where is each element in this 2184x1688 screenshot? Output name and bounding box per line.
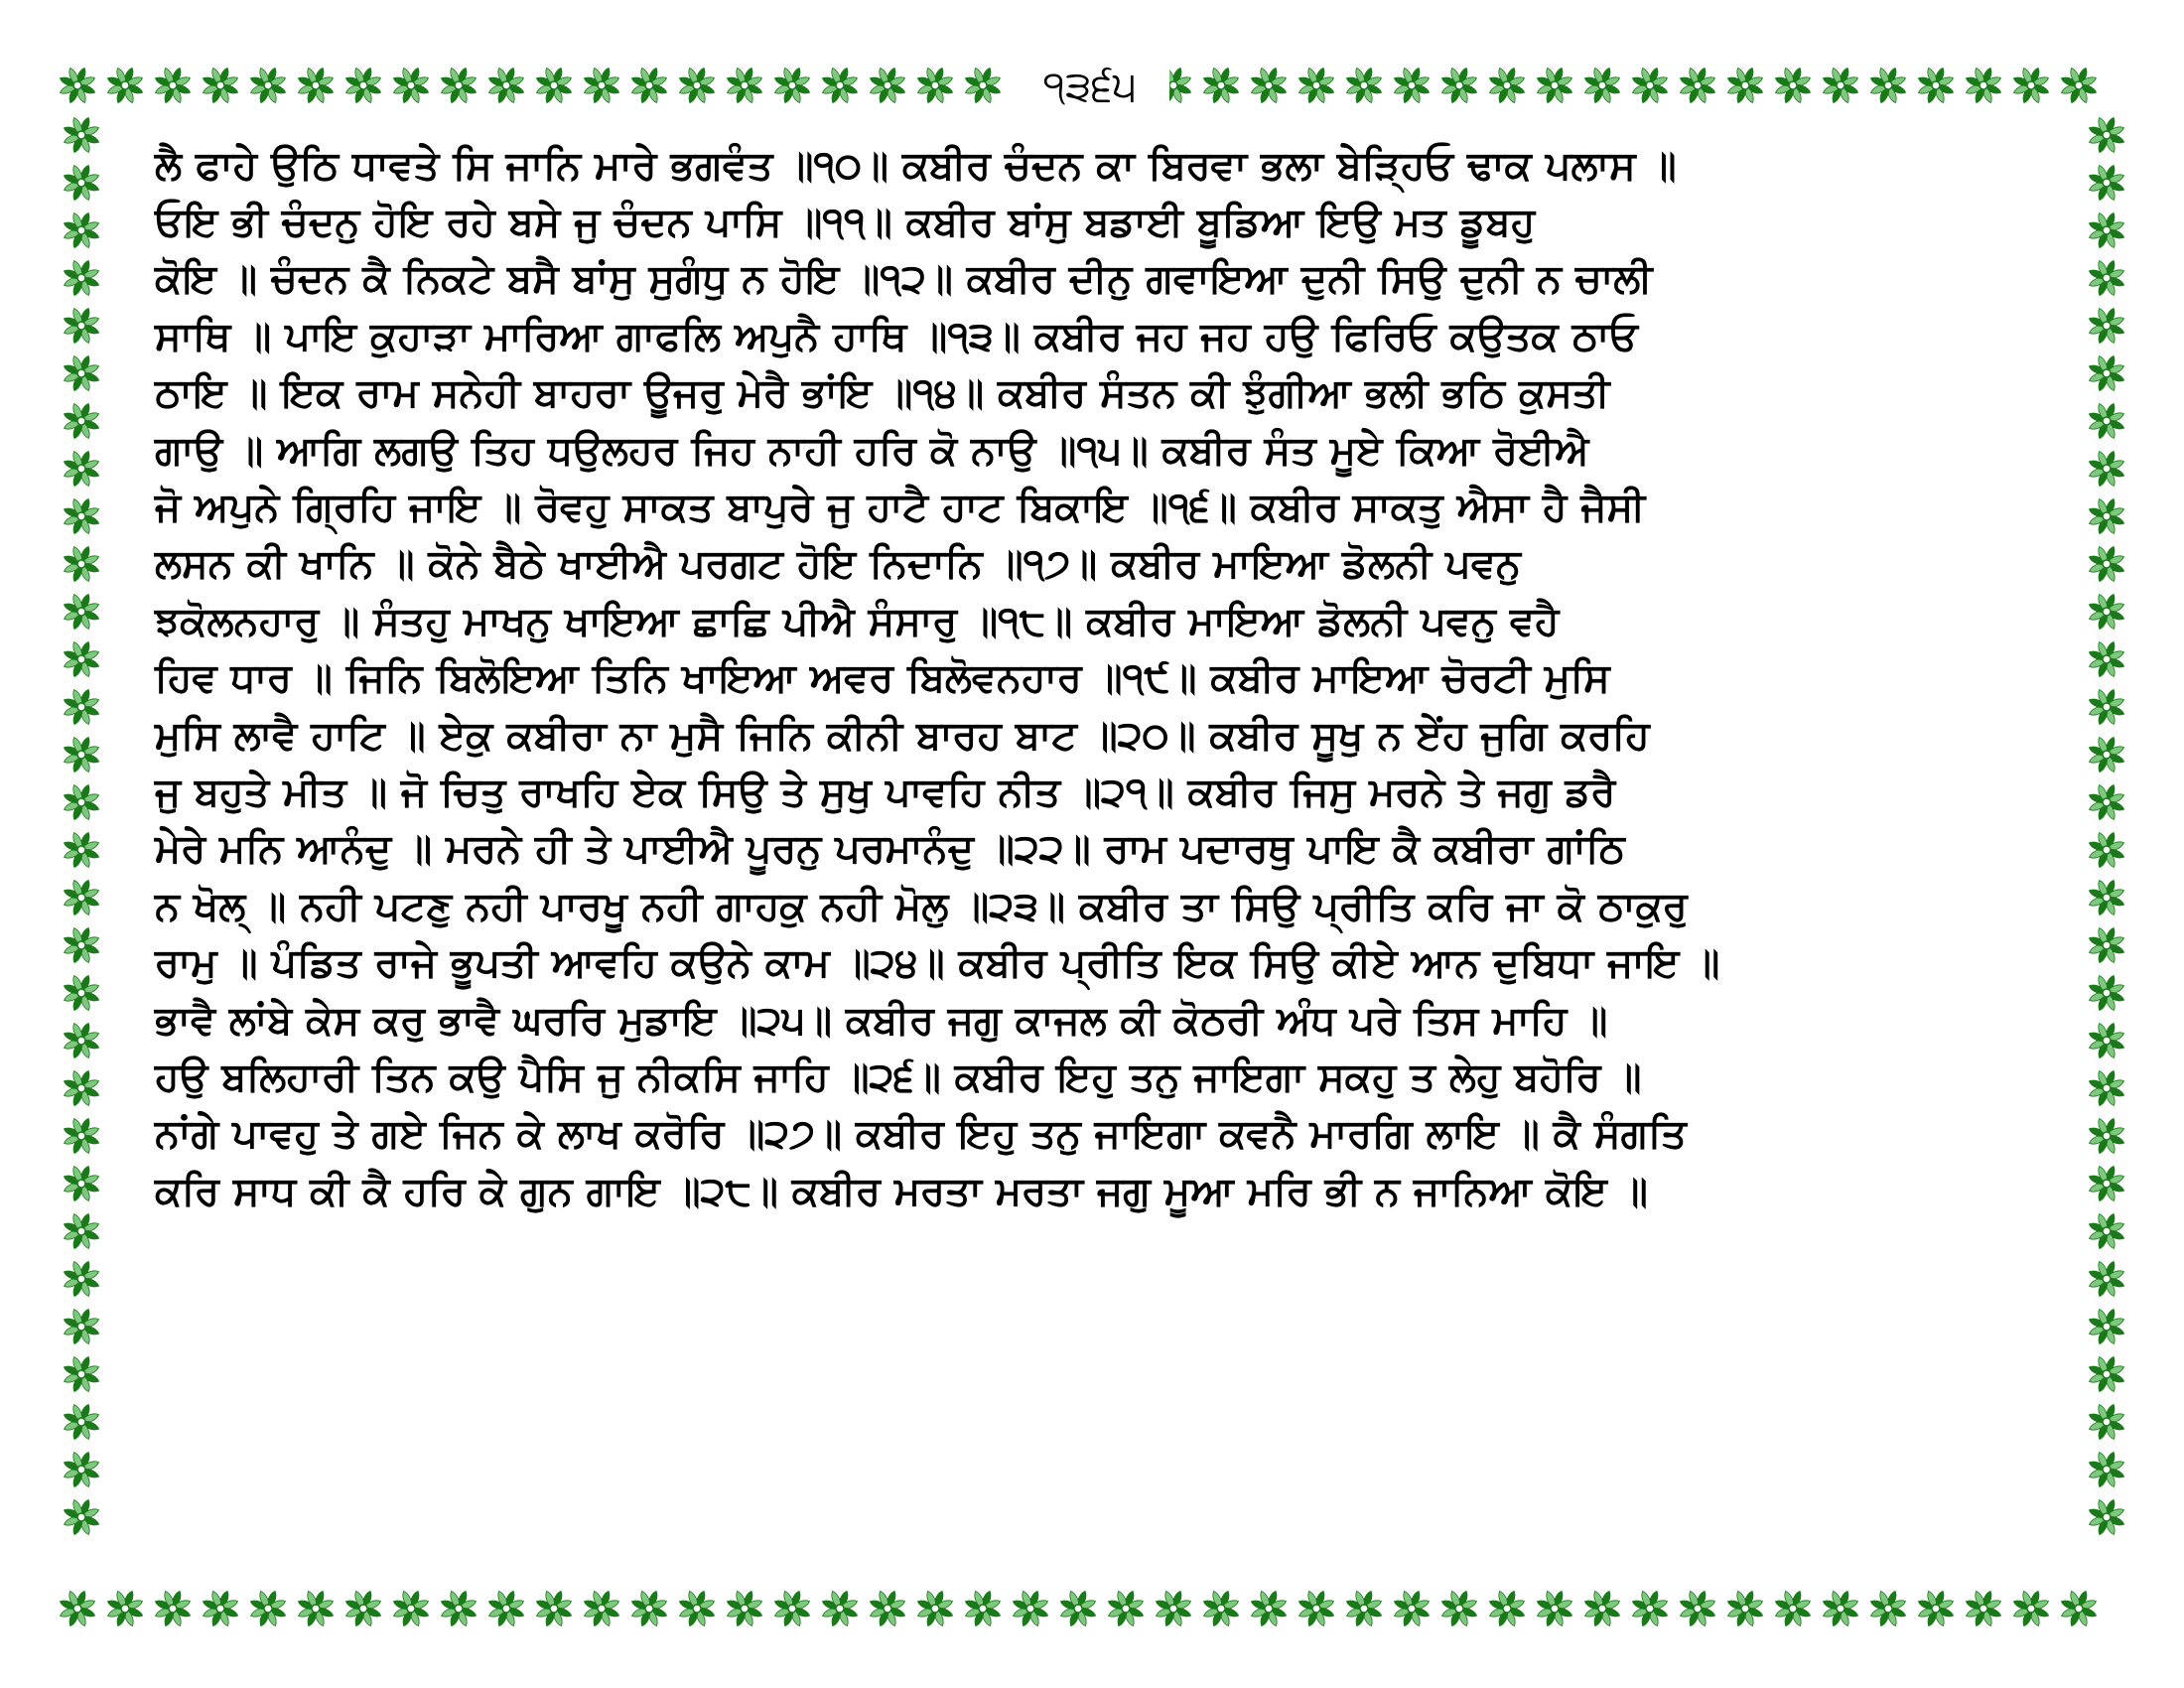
flower-icon: [962, 1588, 1004, 1629]
verse-line: ਕਰਿ ਸਾਧ ਕੀ ਕੈ ਹਰਿ ਕੇ ਗੁਨ ਗਾਇ ॥੨੮॥ ਕਬੀਰ ਮਰਤਾ ਮਰਤਾ ਜਗੁ ਮੂਆ ਮਰਿ ਭੀ ਨ ਜਾਨਿਆ ਕੋਇ ॥: [155, 1168, 1648, 1214]
flower-icon: [1534, 65, 1575, 106]
flower-icon: [1391, 65, 1433, 106]
flower-icon: [1820, 65, 1861, 106]
flower-icon: [2086, 114, 2127, 156]
flower-icon: [61, 924, 102, 966]
verse-text-block: [155, 137, 2046, 1219]
flower-icon: [1963, 1588, 2004, 1629]
flower-icon: [867, 1588, 908, 1629]
flower-icon: [581, 1588, 622, 1629]
flower-icon: [867, 65, 908, 106]
flower-icon: [2086, 1401, 2127, 1443]
flower-icon: [61, 1210, 102, 1252]
flower-icon: [390, 65, 432, 106]
flower-icon: [1867, 1588, 1909, 1629]
verse-line: ਲੈ ਫਾਹੇ ਉਠਿ ਧਾਵਤੇ ਸਿ ਜਾਨਿ ਮਾਰੇ ਭਗਵੰਤ ॥੧੦॥ ਕਬੀਰ ਚੰਦਨ ਕਾ ਬਿਰਵਾ ਭਲਾ ਬੇੜ੍ਹਿਓ ਢਾਕ ਪਲਾਸ ॥: [155, 142, 1677, 189]
flower-icon: [61, 210, 102, 251]
flower-icon: [104, 1588, 146, 1629]
flower-icon: [1915, 65, 1957, 106]
flower-icon: [2086, 210, 2127, 251]
flower-icon: [438, 1588, 479, 1629]
page-number: ੧੩੬੫: [1011, 62, 1169, 111]
flower-icon: [724, 1588, 765, 1629]
flower-icon: [1581, 1588, 1623, 1629]
flower-icon: [1724, 1588, 1766, 1629]
flower-icon: [2086, 305, 2127, 347]
flower-icon: [1105, 1588, 1147, 1629]
flower-icon: [2086, 1449, 2127, 1490]
flower-icon: [61, 352, 102, 394]
flower-icon: [61, 638, 102, 680]
flower-icon: [61, 543, 102, 585]
flower-icon: [676, 65, 718, 106]
flower-icon: [1248, 1588, 1290, 1629]
flower-icon: [1486, 65, 1528, 106]
flower-icon: [2086, 638, 2127, 680]
flower-icon: [295, 1588, 337, 1629]
flower-icon: [2086, 1353, 2127, 1395]
verse-line: ਕੋਇ ॥ ਚੰਦਨ ਕੈ ਨਿਕਟੇ ਬਸੈ ਬਾਂਸੁ ਸੁਗੰਧੁ ਨ ਹੋਇ ॥੧੨॥ ਕਬੀਰ ਦੀਨੁ ਗਵਾਇਆ ਦੁਨੀ ਸਿਉ ਦੁਨੀ ਨ ਚਾਲੀ: [155, 256, 1653, 303]
verse-line: ਠਾਇ ॥ ਇਕ ਰਾਮ ਸਨੇਹੀ ਬਾਹਰਾ ਊਜਰੁ ਮੇਰੈ ਭਾਂਇ ॥੧੪॥ ਕਬੀਰ ਸੰਤਨ ਕੀ ਝੁੰਗੀਆ ਭਲੀ ਭਠਿ ਕੁਸਤੀ: [155, 370, 1610, 417]
flower-icon: [2086, 1020, 2127, 1061]
flower-icon: [1820, 1588, 1861, 1629]
flower-icon: [295, 65, 337, 106]
flower-icon: [61, 162, 102, 204]
right-floral-border: [2081, 111, 2132, 1583]
flower-icon: [2086, 1115, 2127, 1157]
flower-icon: [2086, 1496, 2127, 1538]
verse-line: ਹਉ ਬਲਿਹਾਰੀ ਤਿਨ ਕਉ ਪੈਸਿ ਜੁ ਨੀਕਸਿ ਜਾਹਿ ॥੨੬॥ ਕਬੀਰ ਇਹੁ ਤਨੁ ਜਾਇਗਾ ਸਕਹੁ ਤ ਲੇਹੁ ਬਹੋਰਿ ॥: [155, 1054, 1642, 1100]
flower-icon: [2086, 734, 2127, 775]
flower-icon: [1677, 1588, 1718, 1629]
flower-icon: [61, 781, 102, 823]
flower-icon: [61, 400, 102, 442]
flower-icon: [61, 1496, 102, 1538]
flower-icon: [485, 1588, 527, 1629]
flower-icon: [61, 686, 102, 728]
flower-icon: [2010, 1588, 2052, 1629]
flower-icon: [914, 1588, 956, 1629]
flower-icon: [61, 1353, 102, 1395]
flower-icon: [61, 257, 102, 299]
flower-icon: [200, 65, 241, 106]
flower-icon: [1200, 65, 1242, 106]
flower-icon: [57, 65, 98, 106]
verse-line: ਸਾਥਿ ॥ ਪਾਇ ਕੁਹਾੜਾ ਮਾਰਿਆ ਗਾਫਲਿ ਅਪੁਨੈ ਹਾਥਿ ॥੧੩॥ ਕਬੀਰ ਜਹ ਜਹ ਹਉ ਫਿਰਿਓ ਕਉਤਕ ਠਾਓ: [155, 313, 1638, 359]
flower-icon: [2086, 924, 2127, 966]
flower-icon: [2086, 1163, 2127, 1204]
flower-icon: [581, 65, 622, 106]
verse-line: ਰਾਮੁ ॥ ਪੰਡਿਤ ਰਾਜੇ ਭੂਪਤੀ ਆਵਹਿ ਕਉਨੇ ਕਾਮ ॥੨੪॥ ਕਬੀਰ ਪ੍ਰੀਤਿ ਇਕ ਸਿਉ ਕੀਏ ਆਨ ਦੁਬਿਧਾ ਜਾਇ ॥: [155, 940, 1720, 987]
flower-icon: [819, 1588, 861, 1629]
flower-icon: [1629, 1588, 1671, 1629]
flower-icon: [2086, 686, 2127, 728]
flower-icon: [247, 65, 289, 106]
flower-icon: [57, 1588, 98, 1629]
flower-icon: [2086, 1067, 2127, 1109]
flower-icon: [247, 1588, 289, 1629]
flower-icon: [2086, 495, 2127, 537]
flower-icon: [390, 1588, 432, 1629]
flower-icon: [61, 1115, 102, 1157]
verse-line: ਜੁ ਬਹੁਤੇ ਮੀਤ ॥ ਜੋ ਚਿਤੁ ਰਾਖਹਿ ਏਕ ਸਿਉ ਤੇ ਸੁਖੁ ਪਾਵਹਿ ਨੀਤ ॥੨੧॥ ਕਬੀਰ ਜਿਸੁ ਮਰਨੇ ਤੇ ਜਗੁ ਡਰੈ: [155, 769, 1616, 815]
flower-icon: [771, 1588, 813, 1629]
flower-icon: [200, 1588, 241, 1629]
flower-icon: [628, 1588, 670, 1629]
flower-icon: [438, 65, 479, 106]
flower-icon: [676, 1588, 718, 1629]
flower-icon: [61, 1449, 102, 1490]
flower-icon: [61, 591, 102, 633]
flower-icon: [724, 65, 765, 106]
flower-icon: [152, 1588, 194, 1629]
flower-icon: [2086, 972, 2127, 1014]
flower-icon: [61, 1067, 102, 1109]
flower-icon: [533, 65, 575, 106]
verse-line: ਭਾਵੈ ਲਾਂਬੇ ਕੇਸ ਕਰੁ ਭਾਵੈ ਘਰਰਿ ਮੁਡਾਇ ॥੨੫॥ ਕਬੀਰ ਜਗੁ ਕਾਜਲ ਕੀ ਕੋਠਰੀ ਅੰਧ ਪਰੇ ਤਿਸ ਮਾਹਿ ॥: [155, 997, 1608, 1044]
flower-icon: [1248, 65, 1290, 106]
verse-line: ਨਾਂਗੇ ਪਾਵਹੁ ਤੇ ਗਏ ਜਿਨ ਕੇ ਲਾਖ ਕਰੋਰਿ ॥੨੭॥ ਕਬੀਰ ਇਹੁ ਤਨੁ ਜਾਇਗਾ ਕਵਨੈ ਮਾਰਗਿ ਲਾਇ ॥ ਕੈ ਸੰਗਤਿ: [155, 1111, 1687, 1158]
flower-icon: [2086, 162, 2127, 204]
flower-icon: [61, 1258, 102, 1300]
flower-icon: [771, 65, 813, 106]
flower-icon: [628, 65, 670, 106]
flower-icon: [61, 1020, 102, 1061]
flower-icon: [485, 65, 527, 106]
flower-icon: [61, 877, 102, 918]
flower-icon: [2010, 65, 2052, 106]
flower-icon: [61, 448, 102, 490]
flower-icon: [1343, 65, 1385, 106]
flower-icon: [1772, 65, 1814, 106]
flower-icon: [61, 1401, 102, 1443]
flower-icon: [2086, 1210, 2127, 1252]
flower-icon: [61, 1163, 102, 1204]
flower-icon: [2058, 1588, 2100, 1629]
verse-line: ਹਿਵ ਧਾਰ ॥ ਜਿਨਿ ਬਿਲੋਇਆ ਤਿਨਿ ਖਾਇਆ ਅਵਰ ਬਿਲੋਵਨਹਾਰ ॥੧੯॥ ਕਬੀਰ ਮਾਇਆ ਚੋਰਟੀ ਮੁਸਿ: [155, 655, 1610, 702]
flower-icon: [61, 305, 102, 347]
flower-icon: [2086, 591, 2127, 633]
flower-icon: [1724, 65, 1766, 106]
flower-icon: [2086, 1258, 2127, 1300]
flower-icon: [1534, 1588, 1575, 1629]
flower-icon: [1296, 1588, 1337, 1629]
flower-icon: [2086, 352, 2127, 394]
verse-line: ਗਾਉ ॥ ਆਗਿ ਲਗਉ ਤਿਹ ਧਉਲਹਰ ਜਿਹ ਨਾਹੀ ਹਰਿ ਕੋ ਨਾਉ ॥੧੫॥ ਕਬੀਰ ਸੰਤ ਮੂਏ ਕਿਆ ਰੋਈਐ: [155, 427, 1589, 474]
flower-icon: [2086, 448, 2127, 490]
flower-icon: [1438, 65, 1480, 106]
verse-line: ਮੇਰੇ ਮਨਿ ਆਨੰਦੁ ॥ ਮਰਨੇ ਹੀ ਤੇ ਪਾਈਐ ਪੂਰਨੁ ਪਰਮਾਨੰਦੁ ॥੨੨॥ ਰਾਮ ਪਦਾਰਥੁ ਪਾਇ ਕੈ ਕਬੀਰਾ ਗਾਂਠਿ: [155, 826, 1625, 873]
verse-line: ਓਇ ਭੀ ਚੰਦਨੁ ਹੋਇ ਰਹੇ ਬਸੇ ਜੁ ਚੰਦਨ ਪਾਸਿ ॥੧੧॥ ਕਬੀਰ ਬਾਂਸੁ ਬਡਾਈ ਬੂਡਿਆ ਇਉ ਮਤ ਡੂਬਹੁ: [155, 200, 1536, 246]
left-floral-border: [56, 111, 107, 1583]
flower-icon: [1772, 1588, 1814, 1629]
flower-icon: [61, 1306, 102, 1347]
flower-icon: [104, 65, 146, 106]
flower-icon: [1391, 1588, 1433, 1629]
flower-icon: [61, 495, 102, 537]
flower-icon: [1057, 1588, 1099, 1629]
flower-icon: [61, 829, 102, 871]
flower-icon: [1867, 65, 1909, 106]
flower-icon: [1438, 1588, 1480, 1629]
flower-icon: [1200, 1588, 1242, 1629]
flower-icon: [2086, 400, 2127, 442]
flower-icon: [1581, 65, 1623, 106]
flower-icon: [1296, 65, 1337, 106]
flower-icon: [2058, 65, 2100, 106]
flower-icon: [2086, 257, 2127, 299]
verse-line: ਝਕੋਲਨਹਾਰੁ ॥ ਸੰਤਹੁ ਮਾਖਨੁ ਖਾਇਆ ਛਾਛਿ ਪੀਐ ਸੰਸਾਰੁ ॥੧੮॥ ਕਬੀਰ ਮਾਇਆ ਡੋਲਨੀ ਪਵਨੁ ਵਹੈ: [155, 598, 1560, 644]
flower-icon: [1153, 1588, 1194, 1629]
flower-icon: [2086, 829, 2127, 871]
verse-line: ਮੁਸਿ ਲਾਵੈ ਹਾਟਿ ॥ ਏਕੁ ਕਬੀਰਾ ਨਾ ਮੁਸੈ ਜਿਨਿ ਕੀਨੀ ਬਾਰਹ ਬਾਟ ॥੨੦॥ ਕਬੀਰ ਸੂਖੁ ਨ ਏਂਹ ਜੁਗਿ ਕਰਹਿ: [155, 712, 1650, 759]
flower-icon: [2086, 877, 2127, 918]
flower-icon: [342, 1588, 384, 1629]
flower-icon: [61, 114, 102, 156]
flower-icon: [819, 65, 861, 106]
verse-line: ਨ ਖੋਲ੍ ॥ ਨਹੀ ਪਟਣੁ ਨਹੀ ਪਾਰਖੂ ਨਹੀ ਗਾਹਕੁ ਨਹੀ ਮੋਲੁ ॥੨੩॥ ਕਬੀਰ ਤਾ ਸਿਉ ਪ੍ਰੀਤਿ ਕਰਿ ਜਾ ਕੋ ਠਾਕੁਰੁ: [155, 883, 1688, 929]
flower-icon: [1010, 1588, 1051, 1629]
flower-icon: [342, 65, 384, 106]
flower-icon: [1963, 65, 2004, 106]
flower-icon: [1915, 1588, 1957, 1629]
flower-icon: [1343, 1588, 1385, 1629]
flower-icon: [2086, 1306, 2127, 1347]
flower-icon: [2086, 543, 2127, 585]
flower-icon: [61, 972, 102, 1014]
flower-icon: [533, 1588, 575, 1629]
flower-icon: [61, 734, 102, 775]
verse-line: ਜੋ ਅਪੁਨੇ ਗ੍ਰਿਹਿ ਜਾਇ ॥ ਰੋਵਹੁ ਸਾਕਤ ਬਾਪੁਰੇ ਜੁ ਹਾਟੈ ਹਾਟ ਬਿਕਾਇ ॥੧੬॥ ਕਬੀਰ ਸਾਕਤੁ ਐਸਾ ਹੈ ਜੈਸੀ: [155, 485, 1646, 531]
flower-icon: [152, 65, 194, 106]
bottom-floral-border: [54, 1583, 2138, 1634]
verse-line: ਲਸਨ ਕੀ ਖਾਨਿ ॥ ਕੋਨੇ ਬੈਠੇ ਖਾਈਐ ਪਰਗਟ ਹੋਇ ਨਿਦਾਨਿ ॥੧੭॥ ਕਬੀਰ ਮਾਇਆ ਡੋਲਨੀ ਪਵਨੁ: [155, 541, 1521, 588]
flower-icon: [914, 65, 956, 106]
flower-icon: [2086, 781, 2127, 823]
flower-icon: [1677, 65, 1718, 106]
flower-icon: [962, 65, 1004, 106]
flower-icon: [1629, 65, 1671, 106]
flower-icon: [1486, 1588, 1528, 1629]
